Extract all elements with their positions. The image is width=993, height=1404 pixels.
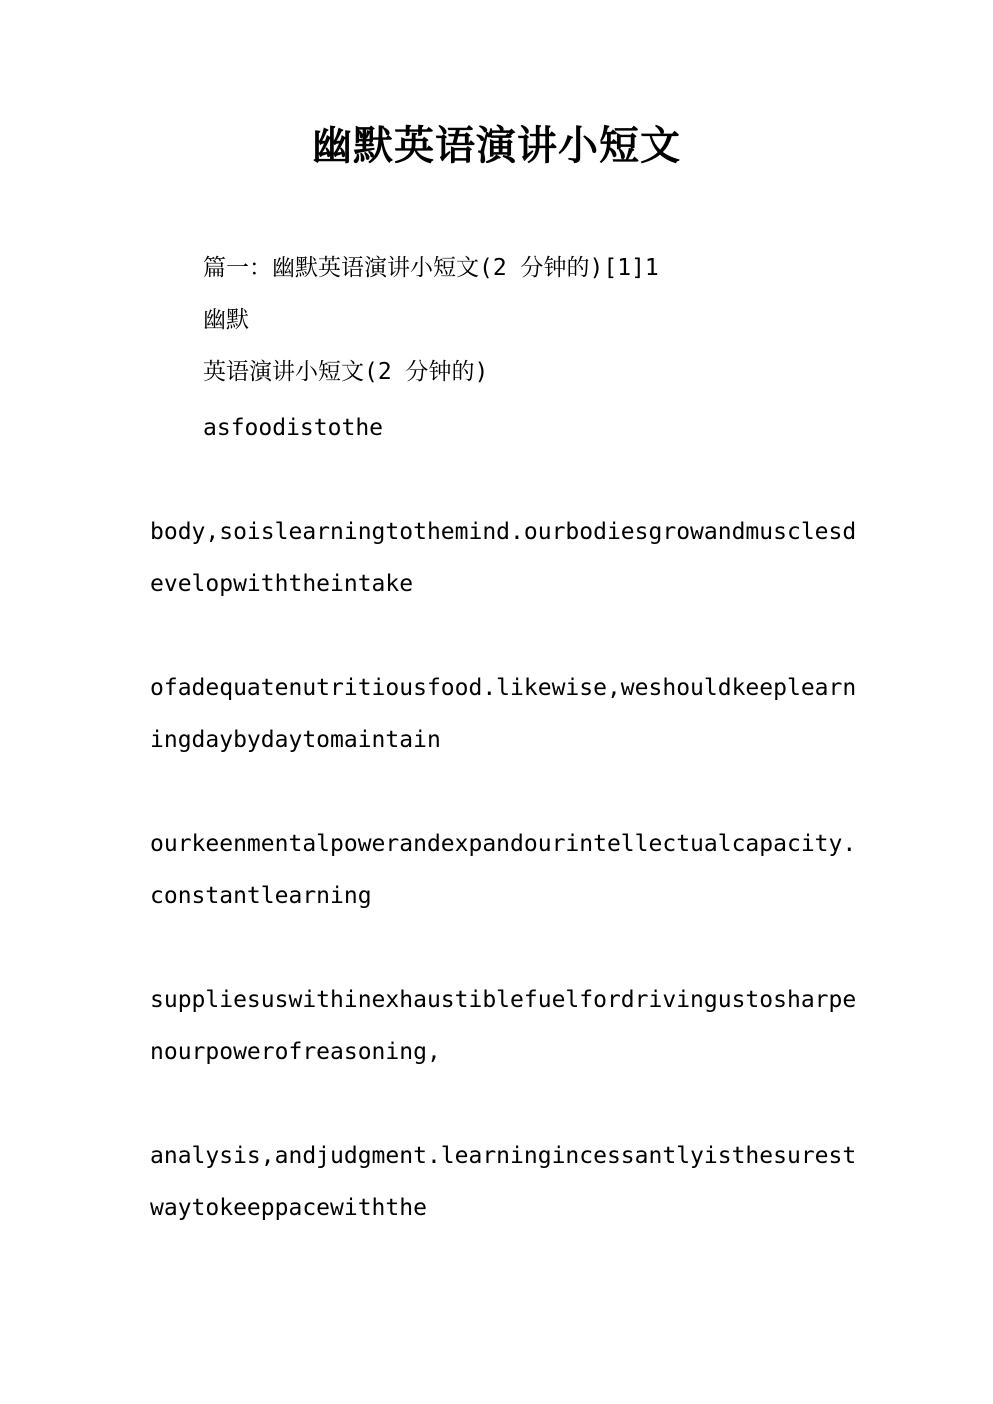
body-line: analysis,andjudgment.learningincessantlyisthesurest [150,1143,857,1169]
intro-line-start: asfoodistothe [203,415,384,441]
body-line: body,soislearningtothemind.ourbodiesgrowandmusclesd [150,519,857,545]
body-line: evelopwiththeintake [150,571,414,597]
intro-line-subtitle: 英语演讲小短文(2 分钟的) [203,359,489,385]
intro-line-humor: 幽默 [203,307,249,333]
body-line: ourkeenmentalpowerandexpandourintellectualcapacity. [150,831,857,857]
body-line: constantlearning [150,883,372,909]
body-line: waytokeeppacewiththe [150,1195,427,1221]
document-title: 幽默英语演讲小短文 [312,122,681,169]
body-line: ofadequatenutritiousfood.likewise,weshouldkeeplearn [150,675,857,701]
body-line: suppliesuswithinexhaustiblefuelfordrivingustosharpe [150,987,857,1013]
intro-line-heading: 篇一：幽默英语演讲小短文(2 分钟的)[1]1 [203,255,659,281]
body-line: nourpowerofreasoning, [150,1039,441,1065]
body-line: ingdaybydaytomaintain [150,727,441,753]
